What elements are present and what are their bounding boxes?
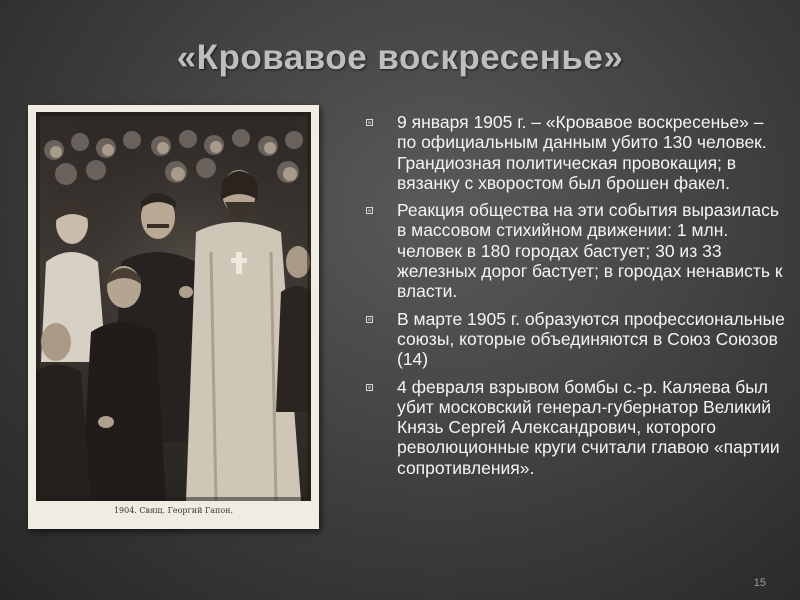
bullet-list: [366, 112, 786, 485]
bullet-text: 4 февраля взрывом бомбы с.-р. Каляева был убит московский генерал-губернатор Великий Князь Сергей Александрович, которого революционные круги считали главою «партии сопротивления».: [397, 376, 780, 478]
square-bullet-icon: [366, 207, 373, 214]
bullet-text: 9 января 1905 г. – «Кровавое воскресенье» – по официальным данным убито 130 человек. Грандиозная политическая провокация; в вязанку с хворостом был брошен факел.: [397, 112, 767, 193]
bullet-item: [366, 377, 786, 478]
historical-photo-frame: [28, 105, 319, 529]
crowd-photo-illustration: [36, 112, 311, 501]
square-bullet-icon: [366, 316, 373, 323]
square-bullet-icon: [366, 119, 373, 126]
bullet-item: [366, 112, 786, 193]
slide-title: «Кровавое воскресенье»: [176, 38, 624, 77]
square-bullet-icon: [366, 384, 373, 391]
bullet-text: В марте 1905 г. образуются профессиональные союзы, которые объединяются в Союз Союзов (14): [397, 308, 785, 370]
bullet-item: [366, 309, 786, 370]
bullet-item: [366, 200, 786, 301]
page-number: 15: [753, 577, 766, 589]
photo-caption: 1904. Свящ. Георгий Гапон.: [113, 506, 234, 515]
historical-photo: [36, 112, 311, 501]
bullet-text: Реакция общества на эти события выразилась в массовом стихийном движении: 1 млн. человек в 180 городах бастует; 30 из 33 железных дорог бастует; в городах ненависть к власти.: [397, 200, 783, 302]
